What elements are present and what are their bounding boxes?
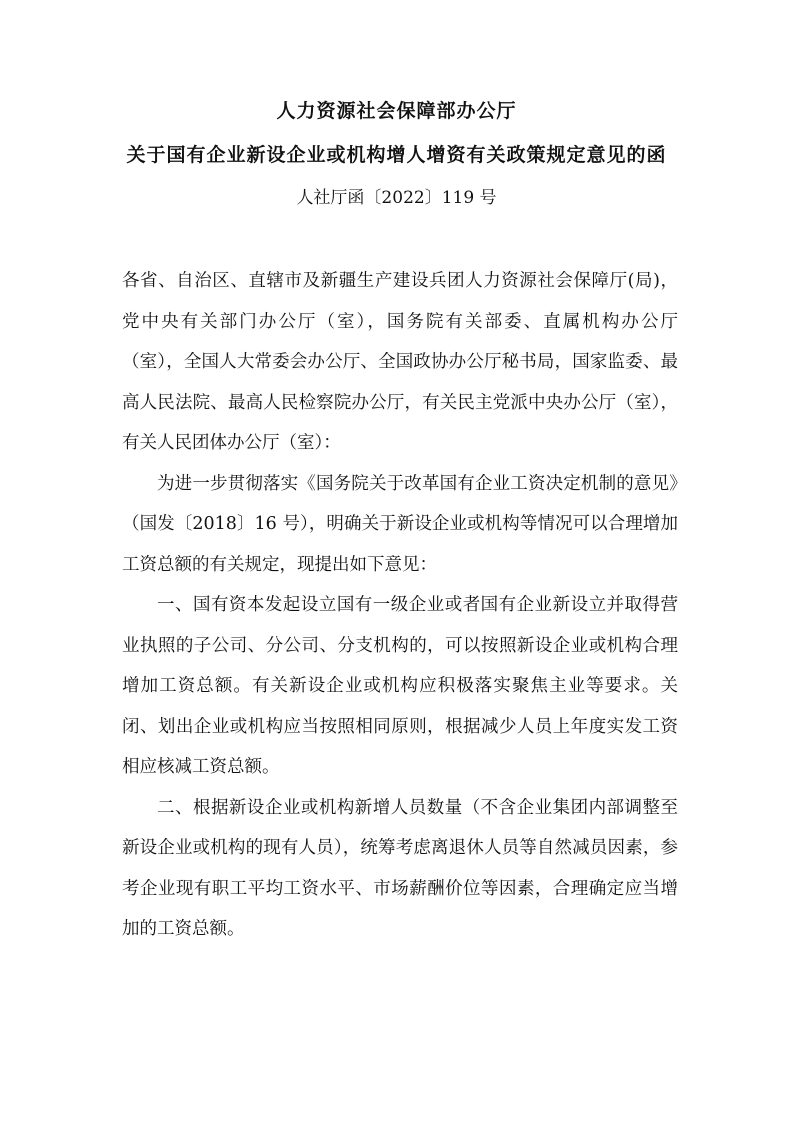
document-number: 人社厅函〔2022〕119 号 <box>296 188 497 208</box>
clause-one-paragraph: 一、国有资本发起设立国有一级企业或者国有企业新设立并取得营业执照的子公司、分公司、分支机构的，可以按照新设企业或机构合理增加工资总额。有关新设企业或机构应积极落实聚焦主业等要求。关闭、划出企业或机构应当按照相同原则，根据减少人员上年度实发工资相应核减工资总额。 <box>122 595 678 777</box>
document-title-issuer: 人力资源社会保障部办公厅 <box>276 100 517 122</box>
document-body <box>122 261 678 950</box>
intro-paragraph: 为进一步贯彻落实《国务院关于改革国有企业工资决定机制的意见》（国发〔2018〕16 号），明确关于新设企业或机构等情况可以合理增加工资总额的有关规定，现提出如下意见： <box>122 473 678 575</box>
document-title-subject: 关于国有企业新设企业或机构增人增资有关政策规定意见的函 <box>126 144 667 166</box>
clause-two-paragraph: 二、根据新设企业或机构新增人员数量（不含企业集团内部调整至新设企业或机构的现有人员），统筹考虑离退休人员等自然减员因素，参考企业现有职工平均工资水平、市场薪酬价位等因素，合理确定应当增加的工资总额。 <box>122 797 678 939</box>
addressee-paragraph: 各省、自治区、直辖市及新疆生产建设兵团人力资源社会保障厅(局)，党中央有关部门办公厅（室），国务院有关部委、直属机构办公厅（室），全国人大常委会办公厅、全国政协办公厅秘书局，国家监委、最高人民法院、最高人民检察院办公厅，有关民主党派中央办公厅（室），有关人民团体办公厅（室）： <box>122 271 678 453</box>
